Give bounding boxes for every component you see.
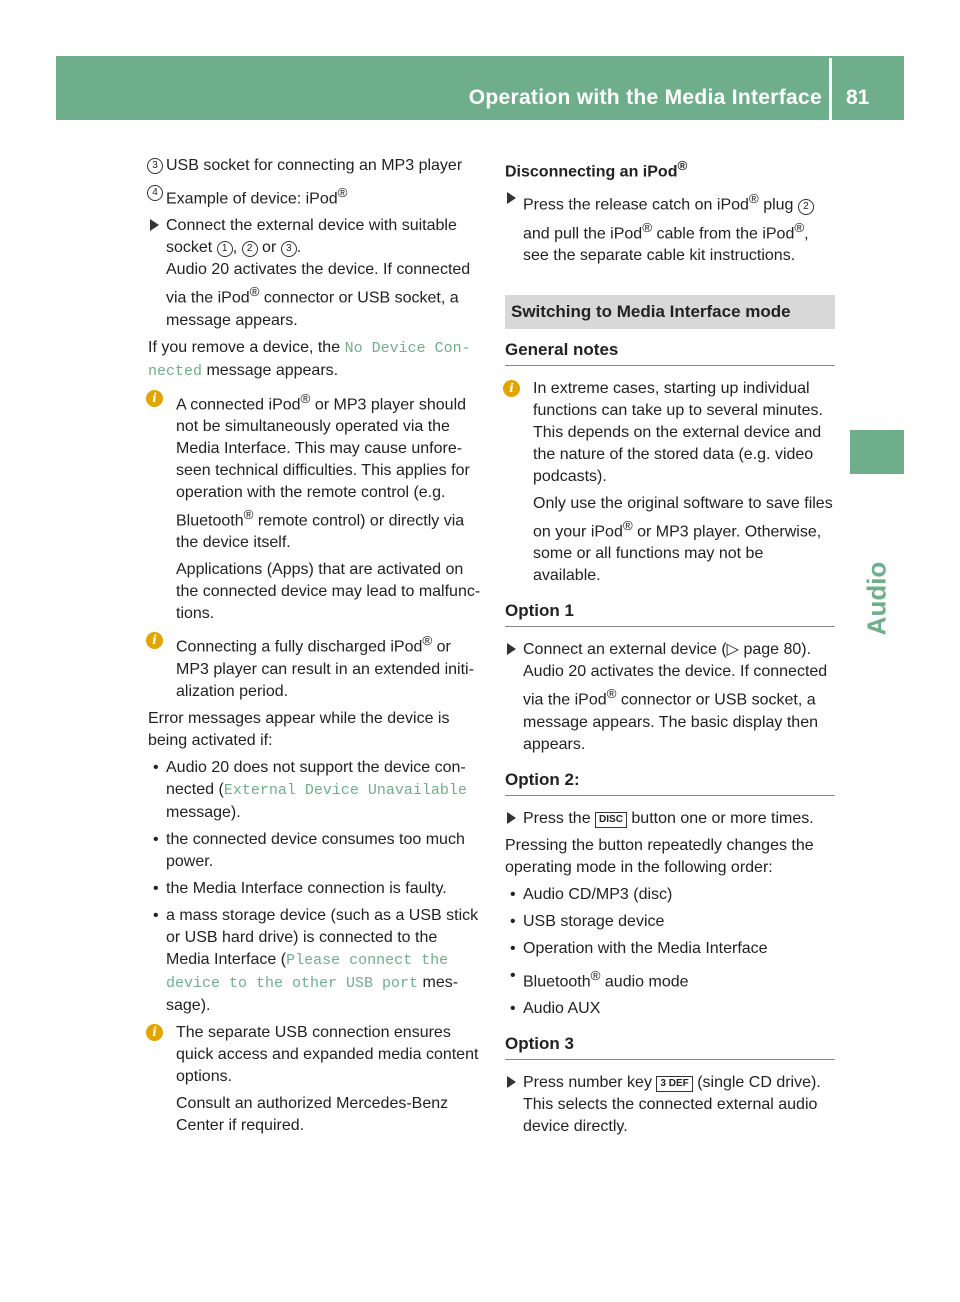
action-arrow-icon (507, 1076, 516, 1088)
page-ref-arrow-icon: ▷ (726, 641, 739, 659)
left-column (148, 155, 484, 1142)
disconnect-heading: Disconnecting an iPod® (505, 158, 688, 181)
general-notes-heading: General notes (505, 339, 835, 366)
option-3-heading: Option 3 (505, 1033, 835, 1060)
option-1-heading: Option 1 (505, 600, 835, 627)
header-divider (829, 58, 832, 120)
action-arrow-icon (507, 812, 516, 824)
mode-item: • USB storage device (510, 912, 665, 930)
circled-4-icon: 4 (147, 185, 163, 201)
option-3-instruction: Press number key 3 DEF (single CD drive). This selects the connected external audio device directly. (505, 1072, 835, 1138)
info-icon: i (146, 632, 163, 649)
bullet-item: • a mass storage device (such as a USB stick or USB hard drive) is connected to the Media Interface (Please connect the device to the other USB port mes- sage). (153, 906, 479, 1014)
option-2-heading: Option 2: (505, 769, 835, 796)
number-key-3-icon: 3 DEF (656, 1076, 692, 1092)
info-icon: i (503, 380, 520, 397)
circled-3-icon: 3 (281, 241, 297, 257)
option-2-instruction: Press the DISC button one or more times. (505, 808, 835, 830)
action-arrow-icon (150, 219, 159, 231)
action-arrow-icon (507, 192, 516, 204)
page-title: Operation with the Media Interface (468, 86, 822, 109)
info-note-usb: i The separate USB connection ensures quick access and expanded media content options. Consult an authorized Mercedes-Benz Center if required. (148, 1022, 484, 1137)
info-icon: i (146, 1024, 163, 1041)
connect-instruction: Connect the external device with suitable socket 1 , 2 or 3 . Audio 20 activates the device. If connected via the iPod® connector or USB socket, a message appears. (148, 215, 484, 331)
info-note-ipod: i A connected iPod® or MP3 player should not be simultaneously operated via the Media Interface. This may cause unfore- seen technical difficulties. This applies for operation with the remote control (e.g. Bluetooth® remote control) or directly via the device itself. Applications (Apps) that are activated on the connected device may lead to malfunc- tions. (148, 388, 484, 626)
action-arrow-icon (507, 643, 516, 655)
info-icon: i (146, 390, 163, 407)
error-intro: Error messages appear while the device is being activated if: (148, 709, 450, 749)
remove-device-text: If you remove a device, the No Device Con- nected message appears. (148, 338, 471, 380)
circled-3-icon: 3 (147, 158, 163, 174)
mode-item: • Operation with the Media Interface (510, 939, 768, 957)
mode-item: • Audio CD/MP3 (disc) (510, 885, 673, 903)
bullet-item: • the Media Interface connection is faulty. (153, 879, 447, 897)
legend-item-3: 3 USB socket for connecting an MP3 player (148, 155, 484, 177)
circled-2-icon: 2 (242, 241, 258, 257)
circled-2-icon: 2 (798, 199, 814, 215)
disc-key-icon: DISC (595, 812, 627, 828)
info-note-discharged: i Connecting a fully discharged iPod® or MP3 player can result in an extended initi- alization period. (148, 630, 484, 702)
side-tab (850, 430, 904, 474)
circled-1-icon: 1 (217, 241, 233, 257)
section-heading: Switching to Media Interface mode (505, 295, 835, 329)
option-1-instruction: Connect an external device (▷ page 80). Audio 20 activates the device. If connected via the iPod® connector or USB socket, a message appears. The basic display then appears. (505, 639, 835, 755)
bullet-item: • the connected device consumes too much power. (153, 830, 465, 870)
disconnect-instruction: Press the release catch on iPod® plug 2 and pull the iPod® cable from the iPod®, see the separate cable kit instructions. (505, 188, 835, 267)
mode-order-intro: Pressing the button repeatedly changes the operating mode in the following order: (505, 836, 814, 876)
info-note-startup: i In extreme cases, starting up individual functions can take up to several minutes. This depends on the external device and the nature of the stored data (e.g. video podcasts). Only use the original software to save files on your iPod® or MP3 player. Otherwise, some or all functions may not be available. (505, 378, 835, 587)
right-column (505, 155, 835, 1143)
side-tab-label: Audio (861, 561, 892, 635)
legend-item-4: 4 Example of device: iPod® (148, 182, 484, 210)
mode-item: • Audio AUX (510, 999, 601, 1017)
mode-item: • Bluetooth® audio mode (510, 966, 689, 990)
bullet-item: • Audio 20 does not support the device con- nected (External Device Unavailable message). (153, 758, 467, 821)
page-number: 81 (846, 86, 870, 109)
